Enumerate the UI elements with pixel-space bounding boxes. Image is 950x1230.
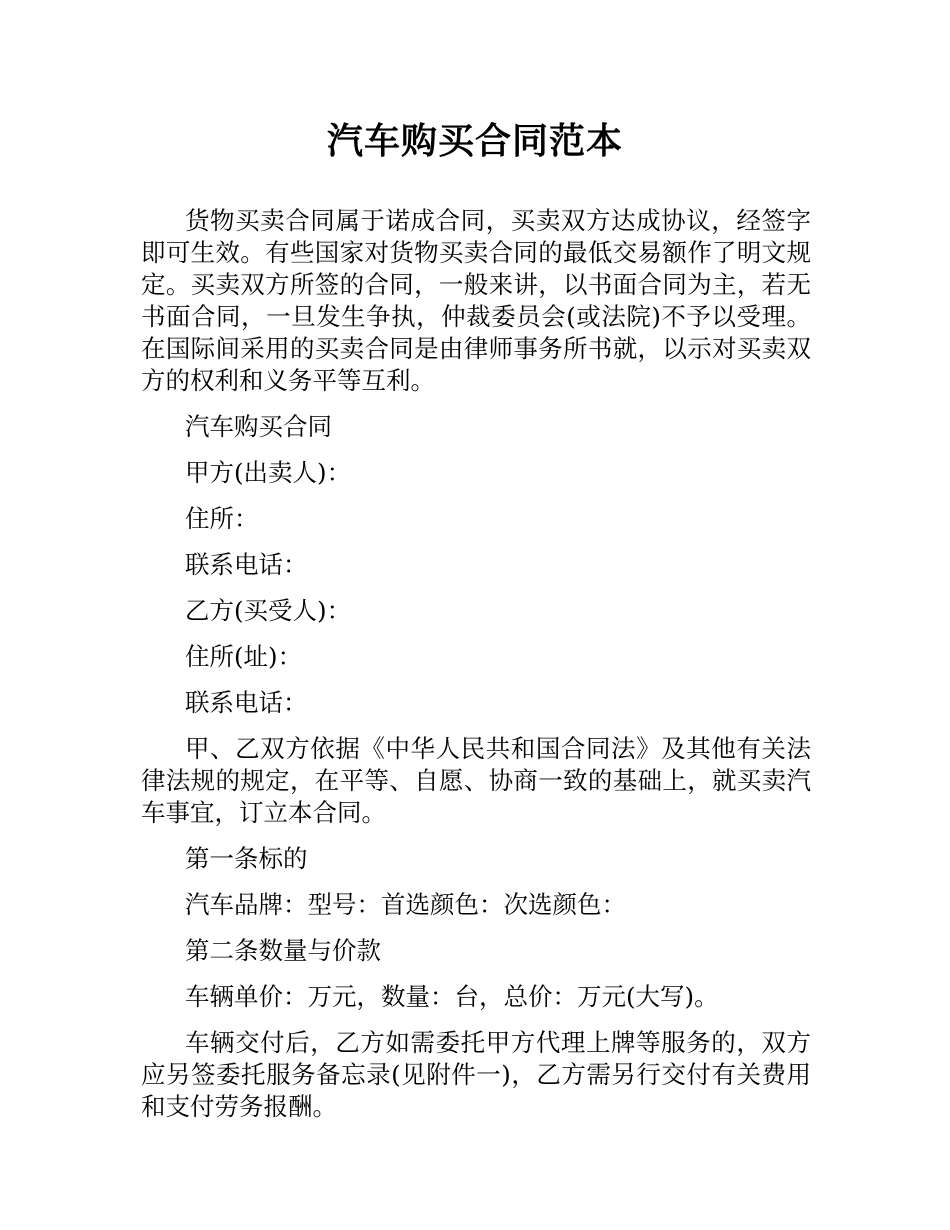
- intro-paragraph: 货物买卖合同属于诺成合同，买卖双方达成协议，经签字即可生效。有些国家对货物买卖合同的最低交易额作了明文规定。买卖双方所签的合同，一般来讲，以书面合同为主，若无书面合同，一旦发生争执，仲裁委员会(或法院)不予以受理。在国际间采用的买卖合同是由律师事务所书就，以示对买卖双方的权利和义务平等互利。: [141, 206, 811, 395]
- party-a-label: 甲方(出卖人)：: [185, 458, 352, 487]
- article-1-heading: 第一条标的: [185, 844, 308, 873]
- party-b-label: 乙方(买受人)：: [185, 596, 352, 625]
- document-title: 汽车购买合同范本: [326, 121, 623, 162]
- party-a-phone-label: 联系电话：: [185, 550, 308, 579]
- article-2-price: 车辆单价：万元，数量：台，总价：万元(大写)。: [185, 982, 719, 1011]
- party-a-address-label: 住所：: [185, 504, 259, 533]
- party-b-address-label: 住所(址)：: [185, 642, 303, 671]
- article-2-delivery-paragraph: 车辆交付后，乙方如需委托甲方代理上牌等服务的，双方应另签委托服务备忘录(见附件一)，乙方需另行交付有关费用和支付劳务报酬。: [141, 1028, 811, 1121]
- preamble-paragraph: 甲、乙双方依据《中华人民共和国合同法》及其他有关法律法规的规定，在平等、自愿、协商一致的基础上，就买卖汽车事宜，订立本合同。: [141, 734, 811, 827]
- article-2-heading: 第二条数量与价款: [185, 936, 381, 965]
- contract-heading: 汽车购买合同: [185, 412, 332, 441]
- article-1-fields: 汽车品牌：型号：首选颜色：次选颜色：: [185, 890, 626, 919]
- party-b-phone-label: 联系电话：: [185, 688, 308, 717]
- document-body: [141, 205, 811, 1137]
